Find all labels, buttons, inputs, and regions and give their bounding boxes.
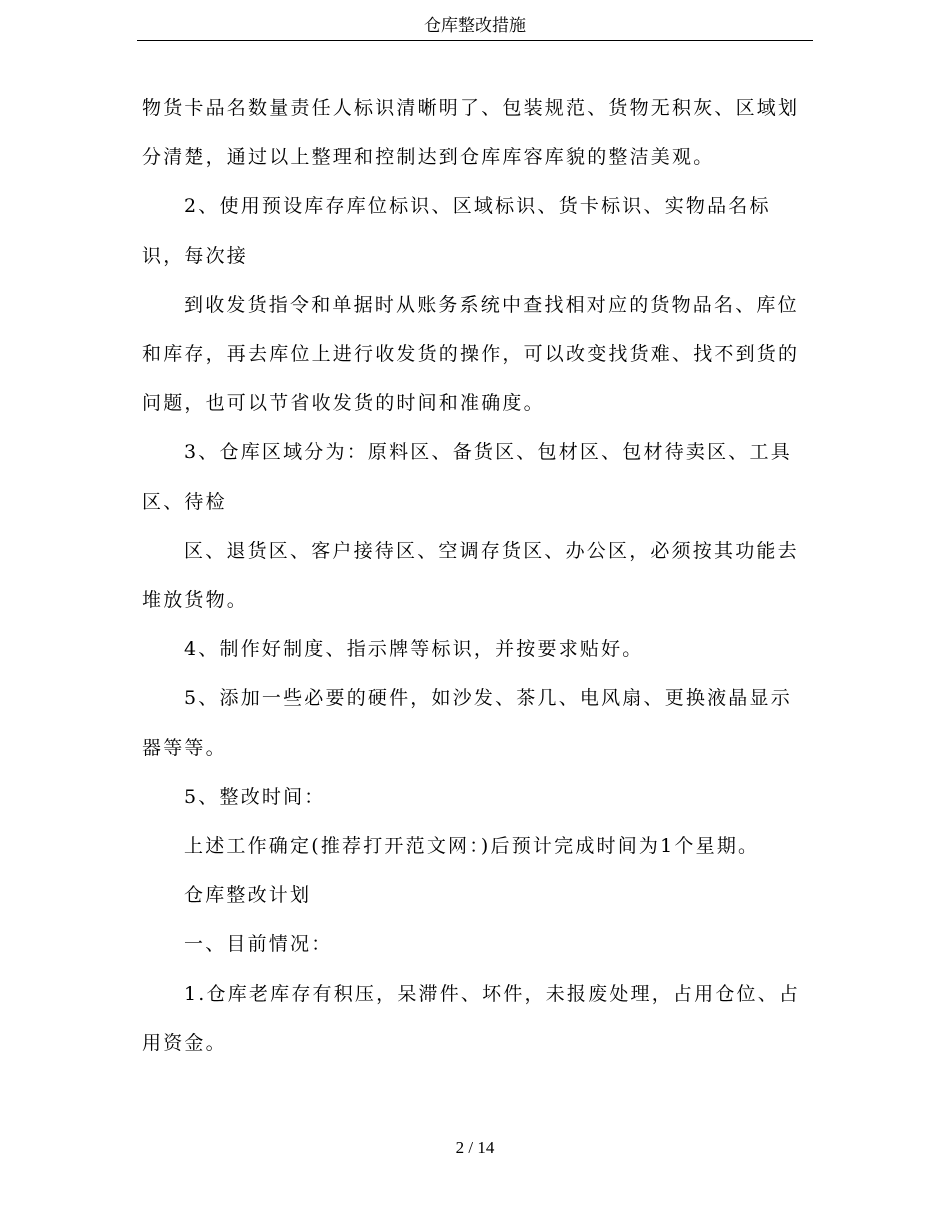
paragraph-1: 物货卡品名数量责任人标识清晰明了、包装规范、货物无积灰、区域划分清楚，通过以上整理和控制达到仓库库容库貌的整洁美观。 (142, 97, 800, 169)
header-divider (137, 40, 813, 41)
section-heading-current-status: 一、目前情况： (184, 933, 333, 956)
paragraph-3: 到收发货指令和单据时从账务系统中查找相对应的货物品名、库位和库存，再去库位上进行收发货的操作，可以改变找货难、找不到货的问题，也可以节省收发货的时间和准确度。 (142, 293, 800, 415)
document-body (142, 84, 807, 1068)
paragraph-5: 区、退货区、客户接待区、空调存货区、办公区，必须按其功能去堆放货物。 (142, 539, 799, 612)
paragraph-2: 2、使用预设库存库位标识、区域标识、货卡标识、实物品名标识，每次接 (142, 195, 771, 267)
paragraph-9: 上述工作确定(推荐打开范文网：)后预计完成时间为1个星期。 (184, 835, 760, 858)
paragraph-7: 5、添加一些必要的硬件，如沙发、茶几、电风扇、更换液晶显示器等等。 (142, 687, 792, 759)
page-header-title: 仓库整改措施 (424, 16, 526, 36)
paragraph-4: 3、仓库区域分为：原料区、备货区、包材区、包材待卖区、工具区、待检 (142, 441, 792, 513)
page-number: 2 / 14 (455, 1138, 495, 1157)
paragraph-8: 5、整改时间： (184, 785, 326, 808)
paragraph-6: 4、制作好制度、指示牌等标识，并按要求贴好。 (184, 638, 644, 661)
section-heading-plan: 仓库整改计划 (184, 884, 312, 907)
paragraph-12: 1.仓库老库存有积压，呆滞件、坏件，未报废处理，占用仓位、占用资金。 (142, 982, 801, 1054)
